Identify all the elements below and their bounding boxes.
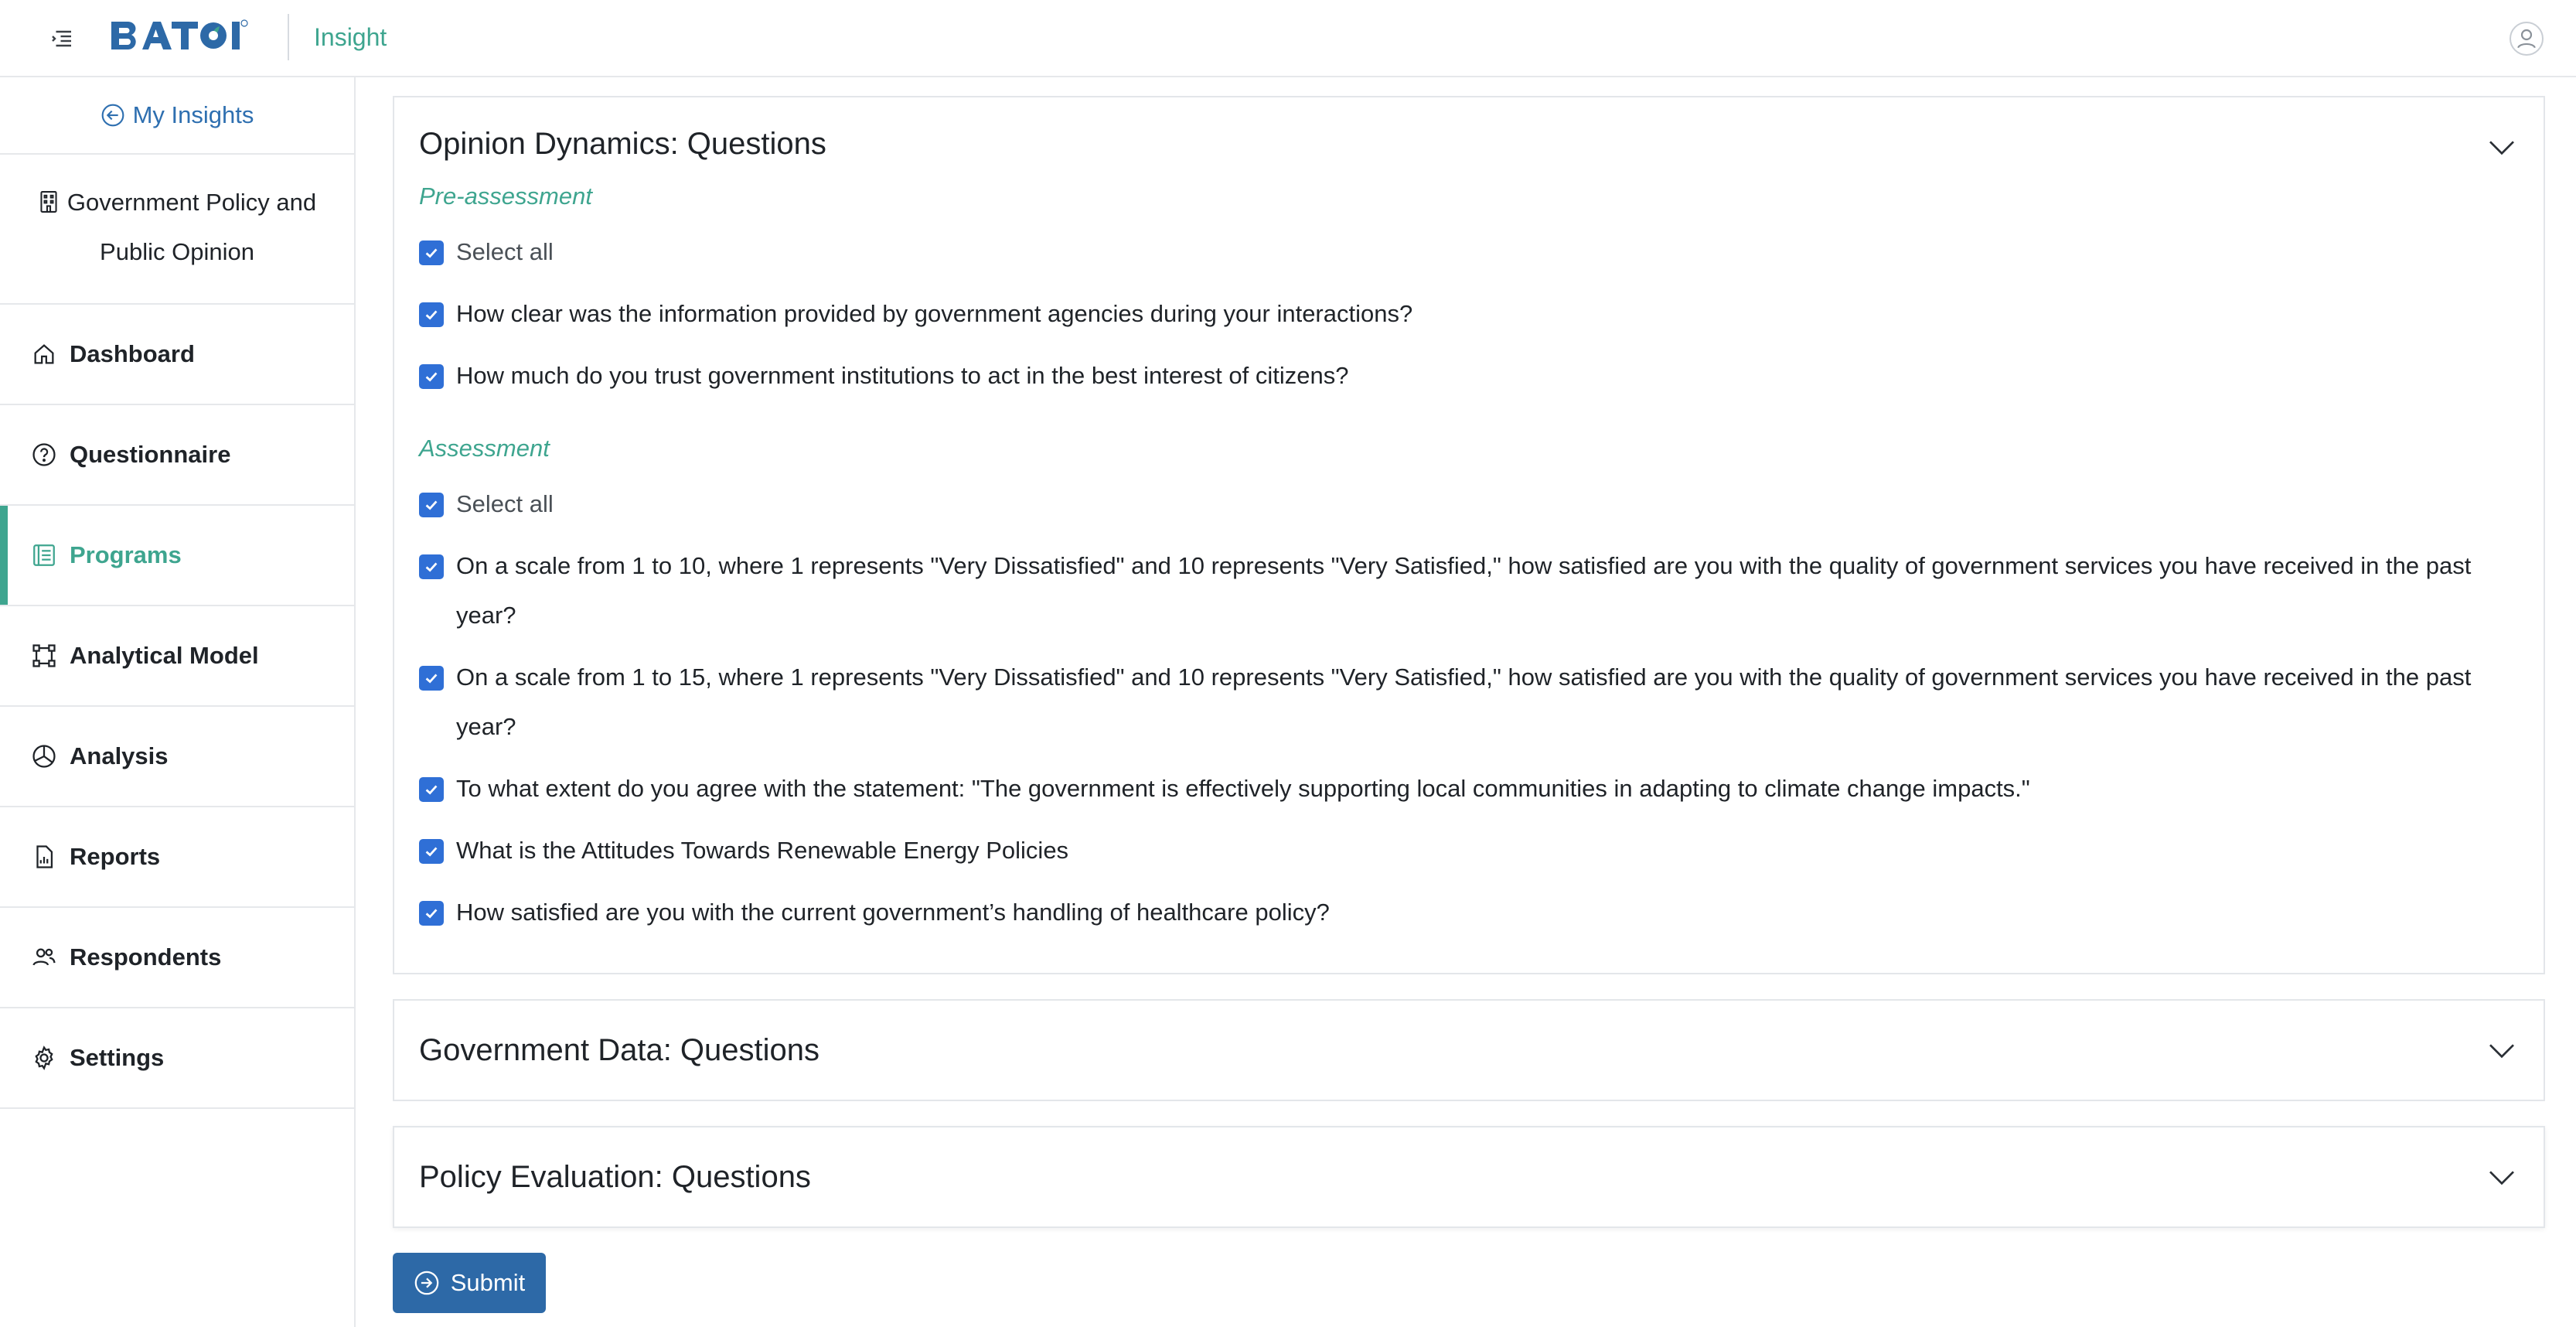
- sidebar-item-questionnaire[interactable]: [0, 405, 354, 506]
- sidebar-item-dashboard[interactable]: [0, 305, 354, 405]
- question-row[interactable]: [419, 773, 2506, 814]
- chevron-down-icon[interactable]: [2486, 131, 2517, 162]
- question-text: How satisfied are you with the current government’s handling of healthcare policy?: [456, 899, 1330, 926]
- top-header: [0, 0, 2576, 77]
- sidebar-nav: [0, 305, 354, 1109]
- logo-divider: [288, 14, 289, 60]
- checkbox[interactable]: [419, 493, 444, 517]
- panel-title[interactable]: Opinion Dynamics: Questions: [419, 127, 826, 161]
- report-icon: [31, 844, 57, 870]
- question-text: On a scale from 1 to 15, where 1 represents "Very Dissatisfied" and 10 represents "Very Satisfied," how satisfied are you with the quality of government services you have received in the past year?: [456, 664, 2472, 740]
- project-title-line2: Public Opinion: [100, 238, 254, 265]
- checkbox[interactable]: [419, 302, 444, 327]
- panel-title[interactable]: Policy Evaluation: Questions: [419, 1160, 811, 1194]
- assessment-label: Assessment: [419, 435, 550, 462]
- check-icon: [423, 843, 440, 860]
- checkbox[interactable]: [419, 364, 444, 389]
- sidebar: [0, 77, 356, 1327]
- sidebar-item-respondents[interactable]: [0, 908, 354, 1008]
- checkbox[interactable]: [419, 839, 444, 864]
- programs-icon: [31, 542, 57, 568]
- question-row[interactable]: [419, 360, 2506, 401]
- question-row[interactable]: [419, 897, 2506, 937]
- submit-button[interactable]: [393, 1253, 546, 1313]
- submit-label: Submit: [450, 1269, 526, 1296]
- project-title-line1: Government Policy and: [66, 189, 317, 216]
- model-icon: [31, 643, 57, 669]
- chevron-down-icon[interactable]: [2486, 1035, 2517, 1066]
- checkbox[interactable]: [419, 554, 444, 579]
- batoi-logo[interactable]: [108, 14, 271, 60]
- sidebar-item-label: Questionnaire: [70, 441, 231, 468]
- check-icon: [423, 558, 440, 575]
- panel-title[interactable]: Government Data: Questions: [419, 1033, 820, 1067]
- policy-evaluation-panel[interactable]: [393, 1126, 2545, 1228]
- check-icon: [423, 368, 440, 385]
- sidebar-item-programs[interactable]: [0, 506, 354, 606]
- building-icon: [38, 190, 60, 213]
- users-icon: [31, 944, 57, 971]
- sidebar-item-label: Respondents: [70, 943, 222, 971]
- back-arrow-icon: [101, 103, 125, 128]
- arrow-right-circle-icon: [414, 1270, 440, 1296]
- sidebar-item-analysis[interactable]: [0, 707, 354, 807]
- my-insights-link[interactable]: [0, 77, 354, 155]
- question-row[interactable]: [419, 551, 2506, 640]
- checkbox[interactable]: [419, 240, 444, 265]
- pre-assessment-label: Pre-assessment: [419, 183, 592, 210]
- menu-toggle-icon[interactable]: [48, 25, 76, 53]
- question-row[interactable]: [419, 662, 2506, 752]
- check-icon: [423, 496, 440, 513]
- sidebar-item-label: Analytical Model: [70, 642, 259, 669]
- select-all-label: Select all: [456, 238, 554, 265]
- sidebar-item-label: Programs: [70, 541, 182, 568]
- question-text: On a scale from 1 to 10, where 1 represents "Very Dissatisfied" and 10 represents "Very Satisfied," how satisfied are you with the quality of government services you have received in the past year?: [456, 552, 2472, 629]
- question-text: How clear was the information provided by government agencies during your interactions?: [456, 300, 1413, 327]
- sidebar-item-label: Dashboard: [70, 340, 195, 367]
- sidebar-item-label: Reports: [70, 843, 161, 870]
- check-icon: [423, 670, 440, 687]
- government-data-panel[interactable]: [393, 999, 2545, 1101]
- question-row[interactable]: [419, 835, 2506, 875]
- assess-select-all-checkbox[interactable]: [419, 489, 2506, 529]
- user-avatar[interactable]: [2510, 22, 2544, 56]
- checkbox[interactable]: [419, 666, 444, 691]
- pre-select-all-checkbox[interactable]: [419, 237, 2506, 277]
- app-name: Insight: [314, 23, 387, 51]
- user-icon: [2511, 23, 2542, 54]
- opinion-dynamics-panel: [393, 96, 2545, 974]
- check-icon: [423, 905, 440, 922]
- sidebar-item-analytical-model[interactable]: [0, 606, 354, 707]
- checkbox[interactable]: [419, 901, 444, 926]
- check-icon: [423, 781, 440, 798]
- question-circle-icon: [31, 442, 57, 468]
- select-all-label: Select all: [456, 490, 554, 517]
- checkbox[interactable]: [419, 777, 444, 802]
- pie-chart-icon: [31, 743, 57, 769]
- sidebar-item-label: Analysis: [70, 742, 169, 769]
- sidebar-item-settings[interactable]: [0, 1008, 354, 1109]
- gear-icon: [31, 1045, 57, 1071]
- project-title: [0, 155, 354, 305]
- check-icon: [423, 306, 440, 323]
- question-text: How much do you trust government institutions to act in the best interest of citizens?: [456, 362, 1349, 389]
- question-text: To what extent do you agree with the statement: "The government is effectively supporting local communities in adapting to climate change impacts.": [456, 775, 2030, 802]
- sidebar-item-label: Settings: [70, 1044, 165, 1071]
- chevron-down-icon[interactable]: [2486, 1162, 2517, 1192]
- question-text: What is the Attitudes Towards Renewable Energy Policies: [456, 837, 1069, 864]
- sidebar-item-reports[interactable]: [0, 807, 354, 908]
- question-row[interactable]: [419, 298, 2506, 339]
- my-insights-label: My Insights: [132, 101, 254, 128]
- check-icon: [423, 244, 440, 261]
- home-icon: [31, 341, 57, 367]
